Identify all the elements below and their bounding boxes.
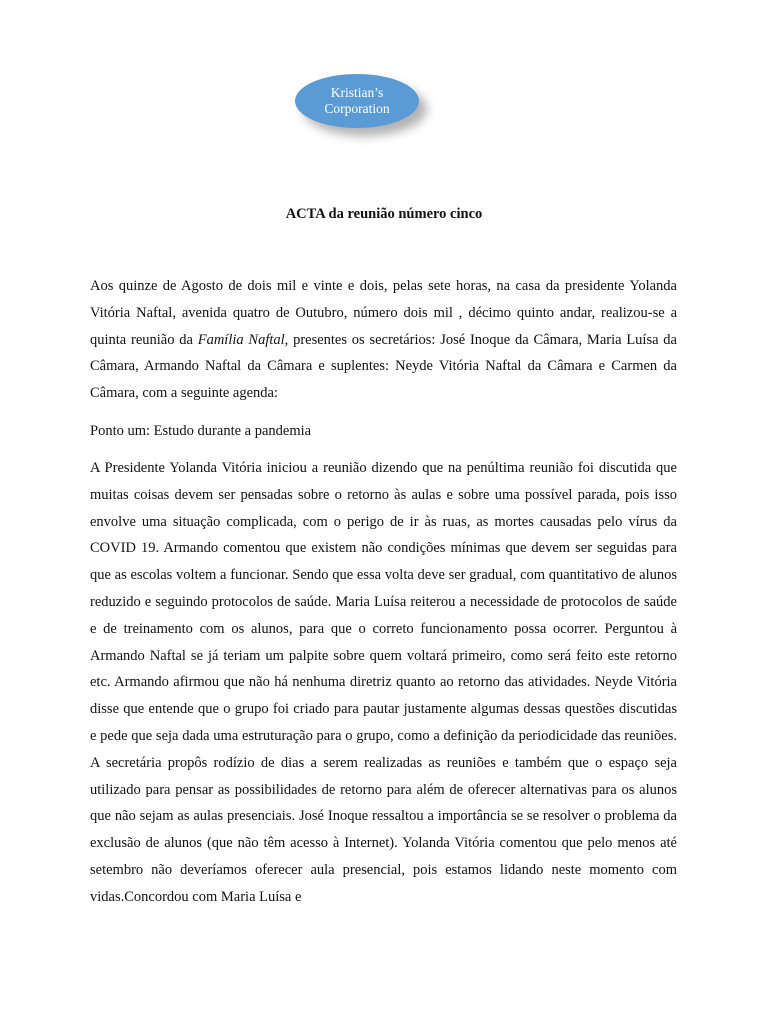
opening-paragraph bbox=[90, 273, 677, 407]
company-logo bbox=[295, 74, 419, 128]
logo-line-2: Corporation bbox=[324, 101, 390, 116]
opening-text-end: , presentes os secretários: José Inoque da Câmara, Maria Luísa da Câmara, Armando Naftal da Câmara e suplentes: Neyde Vitória Naftal da Câmara e Carmen da Câmara, com a seguinte agenda: bbox=[90, 331, 677, 402]
opening-text-start: Aos quinze de Agosto de dois mil e vinte e dois, pelas sete horas, na casa da presidente Yolanda Vitória Naftal, avenida quatro de Outubro, número dois mil , décimo quinto andar, realizou-se a quinta reunião da bbox=[90, 278, 677, 348]
document-title: ACTA da reunião número cinco bbox=[285, 206, 483, 222]
opening-text-emphasis: Família Naftal bbox=[197, 331, 285, 348]
minutes-paragraph: A Presidente Yolanda Vitória iniciou a reunião dizendo que na penúltima reunião foi discutida que muitas coisas devem ser pensadas sobre o retorno às aulas e sobre uma possível parada, pois isso envolve uma situação complicada, com o perigo de ir às ruas, as mortes causadas pelo vírus da COVID 19. Armando comentou que existem não condições mínimas que devem ser seguidas para que as escolas voltem a funcionar. Sendo que essa volta deve ser gradual, com quantitativo de alunos reduzido e seguindo protocolos de saúde. Maria Luísa reiterou a necessidade de protocolos de saúde e de treinamento com os alunos, para que o correto funcionamento possa ocorrer. Perguntou à Armando Naftal se já teriam um palpite sobre quem voltará primeiro, como será feito este retorno etc. Armando afirmou que não há nenhuma diretriz quanto ao retorno das atividades. Neyde Vitória disse que entende que o grupo foi criado para pautar justamente algumas dessas questões discutidas e pede que seja dada uma estruturação para o grupo, como a definição da periodicidade das reuniões. A secretária propôs rodízio de dias a serem realizadas as reuniões e também que o espaço seja utilizado para pensar as possibilidades de retorno para além de oferecer alternativas para os alunos que não sejam as aulas presenciais. José Inoque ressaltou a importância se se resolver o problema da exclusão de alunos (que não têm acesso à Internet). Yolanda Vitória comentou que pelo menos até setembro não deveríamos oferecer aula presencial, pois estamos lidando neste momento com vidas.Concordou com Maria Luísa e bbox=[90, 460, 677, 905]
agenda-item: Ponto um: Estudo durante a pandemia bbox=[90, 423, 312, 439]
logo-line-1: Kristian’s bbox=[330, 85, 384, 100]
company-logo-text bbox=[302, 85, 412, 117]
